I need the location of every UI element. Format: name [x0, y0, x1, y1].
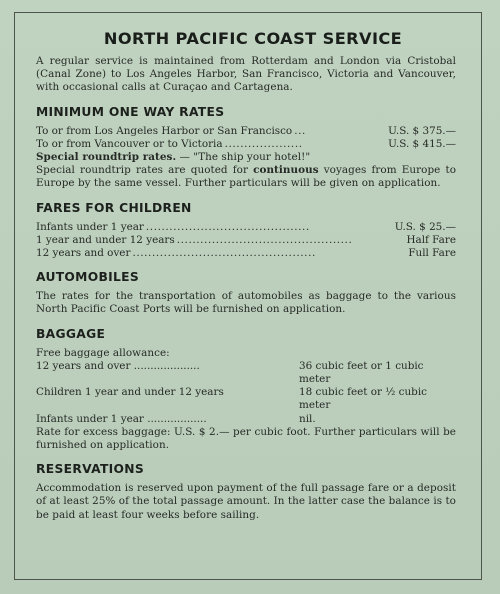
leader-dots: ... — [294, 124, 306, 137]
reservations-heading: RESERVATIONS — [36, 462, 145, 477]
content — [36, 20, 456, 522]
fare-value: Half Fare — [406, 233, 456, 246]
automobiles-heading: AUTOMOBILES — [36, 270, 139, 285]
baggage-allowance-label: Free baggage allowance: — [36, 346, 170, 359]
fare-label: Infants under 1 year — [36, 220, 144, 233]
reservations-paragraph: Accommodation is reserved upon payment of the full passage fare or a deposit of at least 25% of the total passage amount. In the latter case the balance is to be paid at least four weeks before sailing. — [36, 482, 456, 521]
intro-paragraph: A regular service is maintained from Rotterdam and London via Cristobal (Canal Zone) to Los Angeles Harbor, San Francisco, Victoria and Vancouver, with occasional calls at Curaçao and Cartagena. — [36, 55, 456, 94]
min-rates-heading: MINIMUM ONE WAY RATES — [36, 104, 225, 119]
special-text-part: voyages from Europe to Europe by the same vessel. Further particulars will be given on application. — [36, 164, 457, 190]
excess-baggage-paragraph: Rate for excess baggage: U.S. $ 2.— per cubic foot. Further particulars will be furnished on application. — [36, 425, 456, 452]
baggage-age: Infants under 1 year .................. — [36, 412, 207, 425]
baggage-allowance: nil. — [299, 412, 316, 425]
special-text-bold: continuous — [253, 164, 319, 177]
leader-dots: .......................................... — [145, 220, 310, 233]
min-rates-list — [36, 125, 456, 151]
rate-label: To or from Los Angeles Harbor or San Francisco — [36, 124, 293, 137]
leader-dots: ............................................. — [176, 233, 353, 246]
children-heading: FARES FOR CHILDREN — [36, 200, 192, 215]
special-roundtrip-slogan: — "The ship your hotel!" — [176, 151, 311, 164]
children-fares-list — [36, 221, 456, 261]
special-roundtrip-line — [36, 151, 456, 164]
rate-value: U.S. $ 375.— — [388, 124, 456, 137]
special-text-part: Special roundtrip rates are quoted for — [36, 164, 254, 177]
baggage-table — [36, 360, 456, 426]
leader-dots: .................... — [224, 137, 303, 150]
baggage-age: 12 years and over .................... — [36, 359, 200, 372]
rate-row — [36, 125, 456, 138]
special-roundtrip-label: Special roundtrip rates. — [36, 151, 177, 164]
fare-row — [36, 234, 456, 247]
fare-label: 1 year and under 12 years — [36, 233, 175, 246]
rate-value: U.S. $ 415.— — [388, 137, 456, 150]
automobiles-paragraph: The rates for the transportation of automobiles as baggage to the various North Pacific Coast Ports will be furnished on application. — [36, 290, 456, 316]
page-title: NORTH PACIFIC COAST SERVICE — [103, 29, 403, 48]
fare-row — [36, 247, 456, 260]
baggage-allowance: 18 cubic feet or ½ cubic meter — [299, 386, 427, 412]
fare-label: 12 years and over — [36, 247, 131, 260]
fare-value: Full Fare — [408, 247, 456, 260]
baggage-allowance: 36 cubic feet or 1 cubic meter — [299, 359, 424, 386]
fare-row — [36, 221, 456, 234]
fare-value: U.S. $ 25.— — [394, 220, 456, 233]
special-roundtrip-paragraph — [36, 164, 456, 190]
leader-dots: ............................................... — [132, 247, 316, 260]
baggage-age: Children 1 year and under 12 years — [36, 386, 224, 399]
rate-row — [36, 138, 456, 151]
baggage-heading: BAGGAGE — [36, 326, 106, 341]
rate-label: To or from Vancouver or to Victoria — [36, 137, 223, 150]
